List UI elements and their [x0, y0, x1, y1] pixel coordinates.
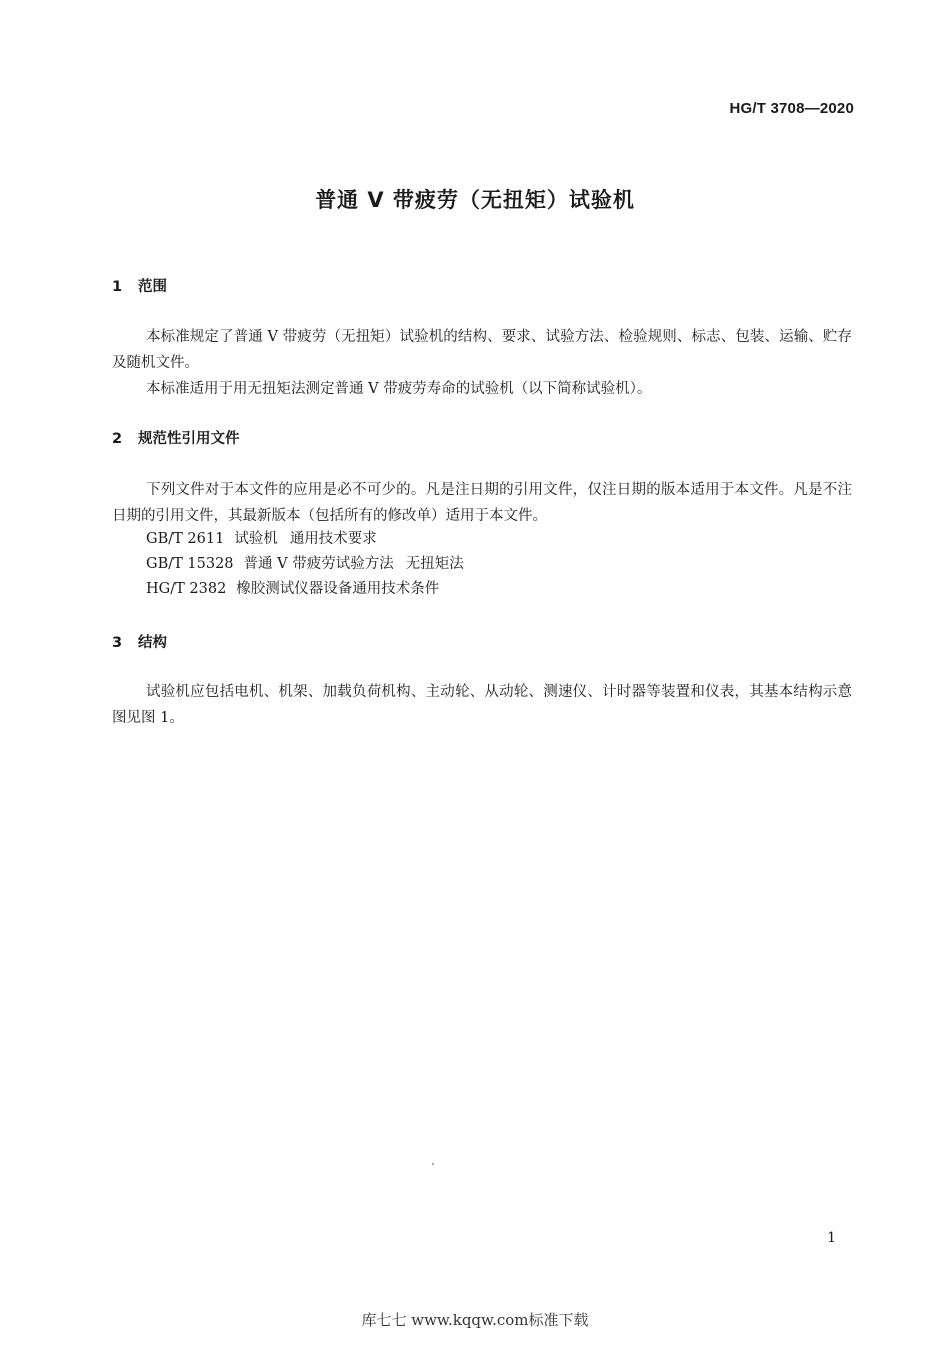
standard-code: HG/T 3708—2020: [729, 100, 854, 117]
section-2-heading: [112, 427, 240, 448]
section-number: 3: [112, 635, 123, 651]
section-3-body: [112, 679, 852, 731]
scan-speck: [432, 1163, 434, 1165]
normative-references-list: [146, 527, 464, 602]
reference-item: [146, 552, 464, 577]
reference-code: GB/T 2611: [146, 531, 225, 547]
reference-title: 橡胶测试仪器设备通用技术条件: [236, 581, 440, 597]
section-title: 范围: [138, 279, 167, 295]
reference-code: HG/T 2382: [146, 581, 227, 597]
reference-item: [146, 577, 464, 602]
section-number: 2: [112, 431, 123, 447]
section-2-body: [112, 477, 852, 529]
paragraph: 本标准适用于用无扭矩法测定普通 V 带疲劳寿命的试验机（以下简称试验机）。: [146, 381, 652, 397]
section-1-body: [112, 324, 852, 402]
paragraph: 试验机应包括电机、机架、加载负荷机构、主动轮、从动轮、测速仪、计时器等装置和仪表，其基本结构示意图见图 1。: [112, 684, 852, 726]
footer-watermark: 库七七 www.kqqw.com标准下载: [361, 1311, 589, 1329]
page-number: 1: [827, 1230, 836, 1246]
reference-title: 普通 V 带疲劳试验方法: [243, 556, 394, 572]
section-title: 结构: [138, 635, 167, 651]
section-title: 规范性引用文件: [138, 431, 240, 447]
reference-subtitle: 通用技术要求: [289, 531, 377, 547]
paragraph: 本标准规定了普通 V 带疲劳（无扭矩）试验机的结构、要求、试验方法、检验规则、标志、包装、运输、贮存及随机文件。: [112, 329, 852, 371]
reference-item: [146, 527, 464, 552]
reference-code: GB/T 15328: [146, 556, 234, 572]
section-number: 1: [112, 279, 123, 295]
reference-subtitle: 无扭矩法: [405, 556, 464, 572]
section-1-heading: [112, 275, 167, 296]
reference-title: 试验机: [234, 531, 278, 547]
section-3-heading: [112, 631, 167, 652]
document-title: 普通 V 带疲劳（无扭矩）试验机: [315, 188, 635, 212]
paragraph: 下列文件对于本文件的应用是必不可少的。凡是注日期的引用文件，仅注日期的版本适用于本文件。凡是不注日期的引用文件，其最新版本（包括所有的修改单）适用于本文件。: [112, 482, 852, 524]
